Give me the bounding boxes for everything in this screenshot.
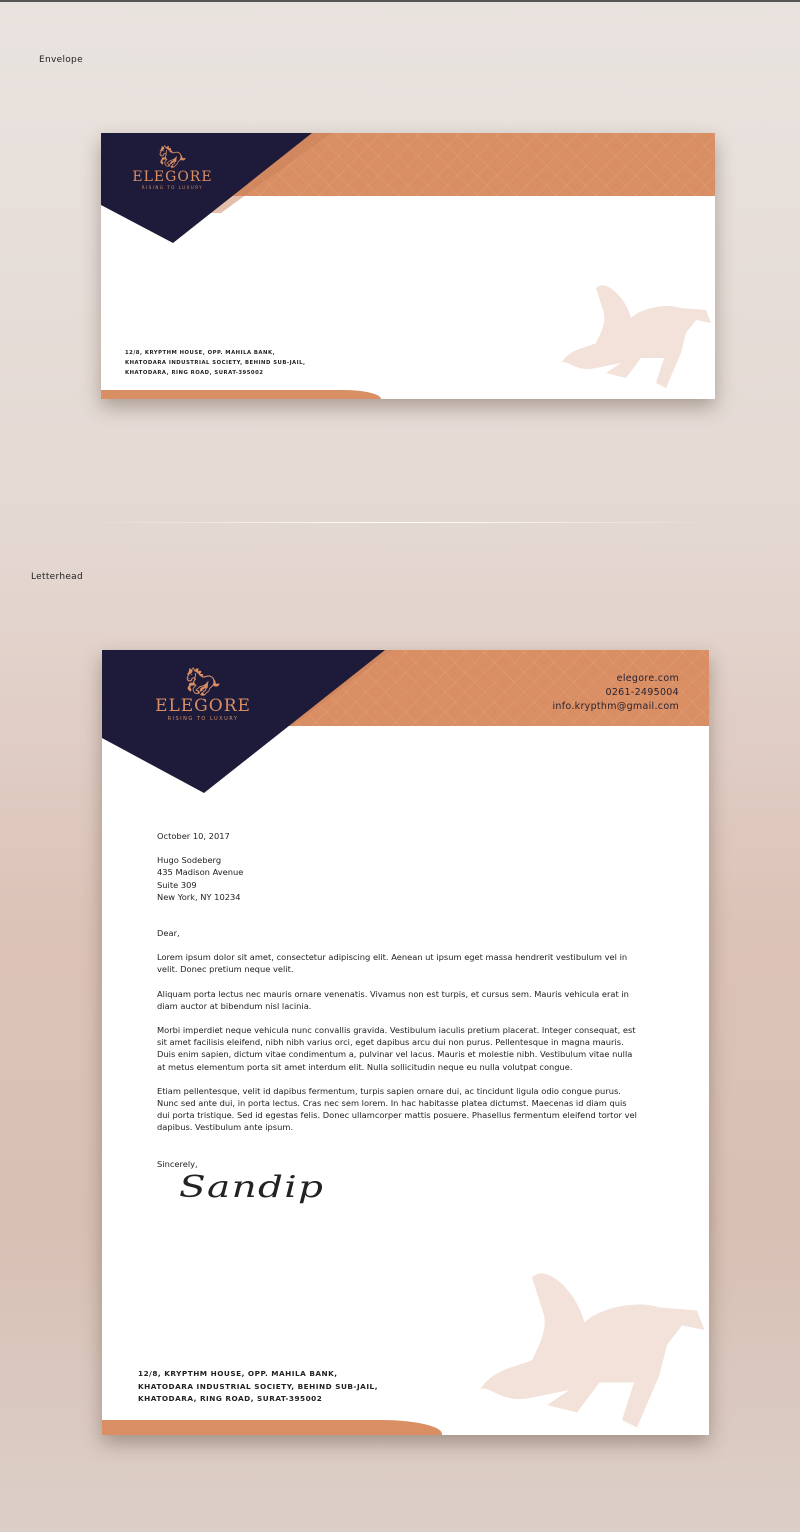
recipient-line: 435 Madison Avenue <box>157 867 244 878</box>
address <box>125 348 306 378</box>
letter-body <box>157 830 637 1205</box>
paragraph: Aliquam porta lectus nec mauris ornare venenatis. Vivamus non est turpis, et cursus sem. Mauris vehicula erat in diam auctor at bibendum nisl lacinia. <box>157 988 629 1011</box>
address-line: KHATODARA INDUSTRIAL SOCIETY, BEHIND SUB-JAIL, <box>138 1381 378 1391</box>
brand-tagline: RISING TO LUXURY <box>141 185 204 190</box>
contact-info <box>552 672 679 714</box>
recipient-line: Hugo Sodeberg <box>157 855 222 866</box>
pegasus-watermark-icon <box>472 1245 709 1435</box>
signature: Sandip <box>179 1169 325 1205</box>
envelope-label: Envelope <box>39 55 83 65</box>
top-border <box>0 0 800 2</box>
address-line: KHATODARA, RING ROAD, SURAT-395002 <box>138 1394 323 1403</box>
paragraph: Lorem ipsum dolor sit amet, consectetur adipiscing elit. Aenean ut ipsum eget massa hendrerit vestibulum vel in velit. Donec pretium neque velit. <box>157 952 628 975</box>
section-divider <box>80 522 720 523</box>
recipient-address <box>157 854 637 903</box>
recipient-line: New York, NY 10234 <box>157 891 241 902</box>
paragraph: Morbi imperdiet neque vehicula nunc convallis gravida. Vestibulum iaculis pretium placerat. Integer consequat, est sit amet facilisis eleifend, nibh nibh varius orci, eget dapibus arcu dui non purus. Pellentesque in magna mauris. Duis enim sapien, dictum vitae condimentum a, pulvinar vel lacus. Mauris et molestie nibh. Vestibulum vitae nulla at metus elementum porta sit amet interdum elit. Nulla sollicitudin neque eu nulla volutpat congue. <box>157 1025 636 1072</box>
paragraph: Etiam pellentesque, velit id dapibus fermentum, turpis sapien ornare dui, ac tincidunt ligula odio congue purus. Nunc sed ante dui, in porta lectus. Cras nec sem lorem. In hac habitasse platea dictumst. Maecenas id diam quis dui porta tristique. Sed id egestas felis. Donec ullamcorper mattis posuere. Phasellus fermentum eleifend tortor vel dapibus. Vestibulum ante ipsum. <box>157 1085 637 1133</box>
brand-name: ELEGORE <box>155 696 251 716</box>
address-line: KHATODARA INDUSTRIAL SOCIETY, BEHIND SUB-JAIL, <box>125 360 306 366</box>
letterhead-label: Letterhead <box>31 572 83 582</box>
email-link[interactable]: info.krypthm@gmail.com <box>552 701 679 712</box>
phone-number: 0261-2495004 <box>605 687 679 698</box>
letter-date: October 10, 2017 <box>157 831 230 841</box>
brand-logo <box>102 665 304 722</box>
greeting: Dear, <box>157 928 180 939</box>
closing: Sincerely, <box>157 1158 198 1169</box>
website-link[interactable]: elegore.com <box>616 673 679 684</box>
address-line: 12/8, KRYPTHM HOUSE, OPP. MAHILA BANK, <box>138 1369 338 1378</box>
footer-stripe <box>102 1420 442 1435</box>
brand-tagline: RISING TO LUXURY <box>167 716 239 722</box>
address <box>138 1368 378 1406</box>
letterhead <box>102 650 709 1435</box>
brand-name: ELEGORE <box>132 169 213 185</box>
pegasus-icon: 🐎︎ <box>185 665 221 698</box>
footer-stripe <box>101 390 381 399</box>
recipient-line: Suite 309 <box>157 879 197 890</box>
brand-logo <box>101 147 244 190</box>
pegasus-icon: 🐎︎ <box>158 145 187 170</box>
envelope <box>101 133 715 399</box>
address-line: 12/8, KRYPTHM HOUSE, OPP. MAHILA BANK, <box>125 350 276 356</box>
address-line: KHATODARA, RING ROAD, SURAT-395002 <box>125 370 264 376</box>
pegasus-watermark-icon <box>556 278 715 388</box>
